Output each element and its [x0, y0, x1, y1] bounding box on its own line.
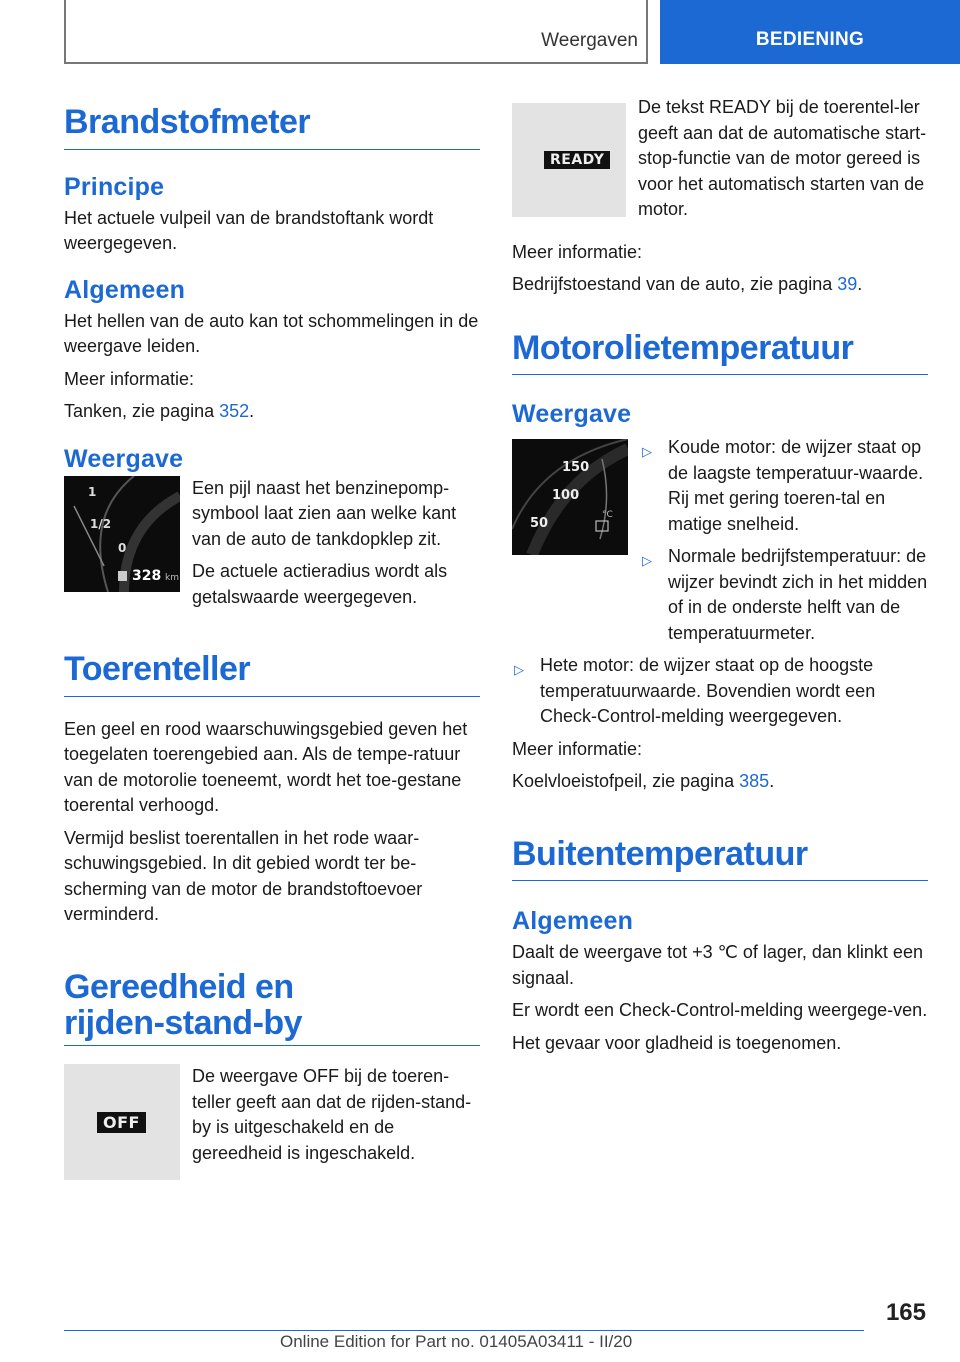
fuel-range: 328 — [132, 567, 162, 584]
header-section: Weergaven — [541, 30, 638, 51]
footer-divider — [64, 1330, 864, 1331]
text-bedrijf: Bedrijfstoestand van de auto, zie pagina 39. — [512, 274, 863, 294]
link-page-39[interactable]: 39 — [837, 274, 858, 294]
temp-mark-150: 150 — [562, 460, 590, 476]
heading-algemeen-right: Algemeen — [512, 907, 634, 936]
text-toeren-2: Vermijd beslist toerentallen in het rode waar-schuwingsgebied. In dit gebied wordt ter be-scherming van de motor de brandstoftoevoer verminderd. — [64, 827, 423, 925]
ready-display-image — [512, 103, 626, 217]
off-display-image — [64, 1064, 180, 1180]
bullet-triangle-icon: ▷ — [514, 662, 524, 678]
link-page-385[interactable]: 385 — [739, 771, 770, 792]
footer-edition: Online Edition for Part no. 01405A03411 - II/20 — [280, 1332, 633, 1351]
temp-mark-50: 50 — [530, 516, 549, 532]
bullet-triangle-icon: ▷ — [642, 444, 652, 460]
link-page-352[interactable]: 352 — [219, 401, 250, 422]
text-buiten-1: Daalt de weergave tot +3 ℃ of lager, dan klinkt een signaal. — [512, 942, 923, 988]
temp-unit: °C — [602, 510, 613, 521]
heading-weergave-right: Weergave — [512, 400, 632, 429]
off-badge: OFF — [97, 1112, 146, 1133]
page-number: 165 — [885, 1299, 926, 1326]
text-more-info-right: Meer informatie: — [512, 241, 643, 262]
temp-gauge-graphic — [512, 439, 628, 555]
fuel-gauge-graphic — [64, 476, 180, 592]
text-buiten-2: Er wordt een Check-Control-melding weergege-ven. — [512, 1000, 928, 1021]
bullet-hete-motor: ▷ Hete motor: de wijzer staat op de hoogste temperatuurwaarde. Bovendien wordt een Check-Control-melding weergegeven. — [514, 655, 876, 727]
fuel-gauge-image — [64, 476, 180, 592]
bullet-koude-motor: ▷ Koude motor: de wijzer staat op de laagste temperatuur-waarde. Rij met gering toeren-tal en matige snelheid. — [642, 437, 924, 534]
text-buiten-3: Het gevaar voor gladheid is toegenomen. — [512, 1032, 842, 1053]
heading-brandstofmeter: Brandstofmeter — [64, 105, 480, 150]
heading-motorolietemperatuur: Motorolietemperatuur — [512, 331, 928, 376]
fuel-pump-icon — [118, 571, 127, 581]
heading-gereedheid: Gereedheid en rijden-stand-by — [64, 967, 303, 1042]
heading-algemeen: Algemeen — [64, 275, 186, 304]
fuel-mark-1: 1 — [88, 484, 97, 499]
fuel-unit: km — [165, 572, 179, 583]
bullet-triangle-icon: ▷ — [642, 553, 652, 569]
fuel-mark-0: 0 — [118, 540, 127, 555]
left-column — [64, 90, 480, 1180]
text-ready: De tekst READY bij de toerentel-ler geeft aan dat de automatische start-stop-functie van de motor gereed is voor het automatisch starten van de motor. — [638, 97, 927, 219]
fuel-mark-half: 1/2 — [90, 516, 112, 531]
heading-weergave: Weergave — [64, 444, 184, 473]
text-gereed: De weergave OFF bij de toeren-teller geeft aan dat de rijden-stand-by is uitgeschakeld en de gereedheid is ingeschakeld. — [192, 1066, 472, 1163]
header-chapter: BEDIENING — [660, 0, 960, 64]
text-weergave-1: Een pijl naast het benzinepomp-symbool laat zien aan welke kant van de auto de tankdopklep zit. — [192, 477, 457, 549]
heading-buitentemperatuur: Buitentemperatuur — [512, 837, 928, 882]
text-algemeen: Het hellen van de auto kan tot schommelingen in de weergave leiden. — [64, 310, 479, 357]
heading-toerenteller: Toerenteller — [64, 652, 480, 697]
text-more-info: Meer informatie: — [64, 368, 195, 389]
temp-gauge-image — [512, 439, 628, 555]
text-koelvloeistof: Koelvloeistofpeil, zie pagina 385. — [512, 771, 775, 792]
text-tanken: Tanken, zie pagina 352. — [64, 401, 255, 422]
text-weergave-2: De actuele actieradius wordt als getalswaarde weergegeven. — [192, 561, 448, 607]
heading-principe: Principe — [64, 172, 165, 201]
right-column — [512, 90, 928, 1056]
temp-mark-100: 100 — [552, 488, 580, 504]
text-principe: Het actuele vulpeil van de brandstoftank wordt weergegeven. — [64, 207, 434, 254]
divider-gereedheid — [64, 1045, 480, 1046]
bullet-normale-temperatuur: ▷ Normale bedrijfstemperatuur: de wijzer bevindt zich in het midden of in de onderste helft van de temperatuurmeter. — [642, 546, 928, 643]
text-toeren-1: Een geel en rood waarschuwingsgebied geven het toegelaten toerengebied aan. Als de tempe-ratuur van de motorolie toeneemt, wordt het toe-gestane toerental verhoogd. — [64, 718, 468, 816]
ready-badge: READY — [544, 151, 610, 169]
text-more-info-right-2: Meer informatie: — [512, 738, 643, 759]
